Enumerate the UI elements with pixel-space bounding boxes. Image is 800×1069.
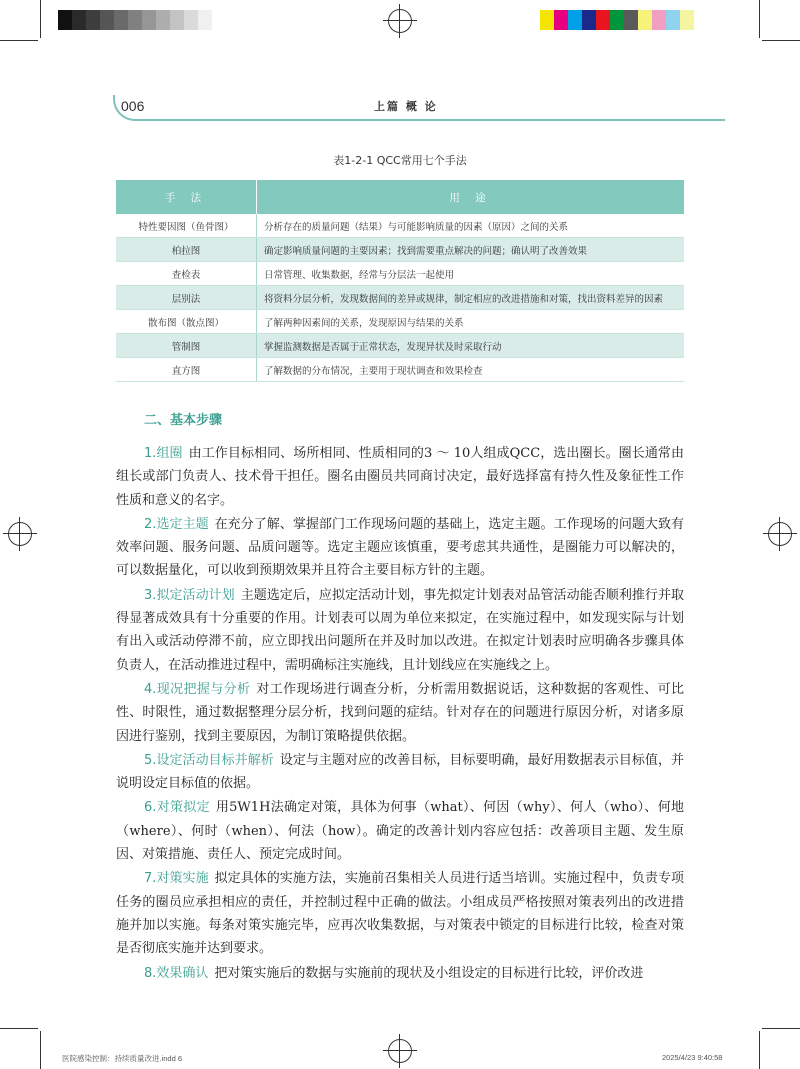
table-row	[116, 286, 684, 310]
crop-mark	[762, 1028, 800, 1029]
step-title: 对策拟定	[156, 800, 210, 816]
registration-mark-left	[3, 517, 37, 551]
crop-mark	[0, 1028, 38, 1029]
method-cell: 柏拉图	[116, 238, 257, 262]
method-cell: 层别法	[116, 286, 257, 310]
usage-cell: 日常管理、收集数据，经常与分层法一起使用	[257, 262, 685, 286]
step-title: 组圈	[156, 446, 183, 461]
usage-cell: 了解两种因素间的关系，发现原因与结果的关系	[257, 310, 685, 334]
qcc-methods-table	[116, 180, 684, 382]
steps-body	[116, 442, 684, 986]
step-title: 对策实施	[156, 871, 209, 887]
step-paragraph	[116, 962, 684, 985]
step-paragraph	[116, 867, 684, 960]
usage-cell: 将资料分层分析，发现数据间的差异或规律，制定相应的改进措施和对策，找出资料差异的因素	[257, 286, 685, 310]
step-number: 1.	[144, 446, 157, 461]
step-text: 对工作现场进行调查分析，分析需用数据说话，这种数据的客观性、可比性、时限性，通过数据整理分层分析，找到问题的症结。针对存在的问题进行原因分析，对诸多原因进行鉴别，找到主要原因，为制订策略提供依据。	[116, 681, 684, 744]
step-paragraph	[116, 442, 684, 512]
column-header-method: 手 法	[116, 180, 257, 214]
method-cell: 特性要因图（鱼骨图）	[116, 214, 257, 238]
usage-cell: 了解数据的分布情况，主要用于现状调查和效果检查	[257, 358, 685, 382]
table-row	[116, 262, 684, 286]
step-title: 选定主题	[156, 516, 209, 532]
step-title: 效果确认	[156, 965, 209, 981]
step-paragraph	[116, 749, 684, 796]
step-text: 在充分了解、掌握部门工作现场问题的基础上，选定主题。工作现场的问题大致有效率问题、服务问题、品质问题等。选定主题应该慎重，要考虑其共通性，是圈能力可以解决的，可以数据量化，可以收到预期效果并且符合主要目标方针的主题。	[116, 516, 684, 579]
step-text: 主题选定后，应拟定活动计划，事先拟定计划表对品管活动能否顺利推行并取得显著成效具有十分重要的作用。计划表可以周为单位来拟定，在实施过程中，如发现实际与计划有出入或活动停滞不前，应立即找出问题所在并及时加以改进。在拟定计划表时应明确各步骤具体负责人，在活动推进过程中，需明确标注实施线，且计划线应在实施线之上。	[116, 587, 684, 673]
crop-mark	[759, 0, 760, 38]
section-title: 上篇 概 论	[374, 100, 438, 113]
step-text: 拟定具体的实施方法，实施前召集相关人员进行适当培训。实施过程中，负责专项任务的圈员应承担相应的责任，并控制过程中正确的做法。小组成员严格按照对策表列出的改进措施并加以实施。每条对策实施完毕，应再次收集数据，与对策表中锁定的目标进行比较，检查对策是否彻底实施并达到要求。	[116, 871, 684, 957]
step-text: 设定与主题对应的改善目标，目标要明确，最好用数据表示目标值，并说明设定目标值的依据。	[116, 752, 684, 792]
table-row	[116, 334, 684, 358]
step-number: 3.	[144, 587, 157, 603]
step-number: 8.	[144, 965, 157, 981]
method-cell: 散布图（散点图）	[116, 310, 257, 334]
step-text: 由工作目标相同、场所相同、性质相同的3 ～ 10人组成QCC，选出圈长。圈长通常由组长或部门负责人、技术骨干担任。圈名由圈员共同商讨决定，最好选择富有持久性及象征性工作性质和意义的名字。	[116, 446, 684, 508]
footer-timestamp: 2025/4/23 9:40:58	[662, 1053, 723, 1062]
step-number: 7.	[144, 871, 157, 887]
crop-mark	[40, 1031, 41, 1069]
step-number: 2.	[144, 516, 157, 532]
registration-mark-bottom	[383, 1034, 417, 1068]
registration-mark-right	[763, 517, 797, 551]
method-cell: 直方图	[116, 358, 257, 382]
registration-mark-top	[383, 4, 417, 38]
footer-file-info: 医院感染控制：持续质量改进.indd 6	[62, 1054, 183, 1063]
table-header-row	[116, 180, 684, 214]
step-title: 拟定活动计划	[156, 587, 235, 603]
crop-mark	[0, 40, 38, 41]
crop-mark	[762, 40, 800, 41]
step-number: 4.	[144, 681, 157, 697]
table-row	[116, 358, 684, 382]
table-row	[116, 238, 684, 262]
crop-mark	[40, 0, 41, 38]
grayscale-color-bar	[58, 10, 212, 30]
cmyk-color-bar	[540, 10, 694, 30]
step-title: 现况把握与分析	[156, 681, 251, 697]
step-text: 把对策实施后的数据与实施前的现状及小组设定的目标进行比较，评价改进	[214, 965, 644, 981]
step-paragraph	[116, 796, 684, 866]
table-row	[116, 214, 684, 238]
step-number: 6.	[144, 800, 157, 816]
usage-cell: 分析存在的质量问题（结果）与可能影响质量的因素（原因）之间的关系	[257, 214, 685, 238]
step-title: 设定活动目标并解析	[156, 752, 274, 768]
method-cell: 管制图	[116, 334, 257, 358]
step-paragraph	[116, 513, 684, 583]
crop-mark	[759, 1031, 760, 1069]
step-text: 用5W1H法确定对策，具体为何事（what）、何因（why）、何人（who）、何地（where）、何时（when）、何法（how）。确定的改善计划内容应包括：改善项目主题、发生原因、对策措施、责任人、预定完成时间。	[116, 800, 684, 863]
step-number: 5.	[144, 752, 157, 768]
column-header-usage: 用 途	[257, 180, 685, 214]
table-caption: 表1-2-1 QCC常用七个手法	[333, 154, 467, 167]
step-paragraph	[116, 584, 684, 677]
method-cell: 查检表	[116, 262, 257, 286]
page-number: 006	[121, 98, 145, 114]
step-paragraph	[116, 678, 684, 748]
table-row	[116, 310, 684, 334]
usage-cell: 掌握监测数据是否属于正常状态，发现异状及时采取行动	[257, 334, 685, 358]
usage-cell: 确定影响质量问题的主要因素；找到需要重点解决的问题；确认明了改善效果	[257, 238, 685, 262]
section-heading: 二、基本步骤	[144, 413, 223, 428]
